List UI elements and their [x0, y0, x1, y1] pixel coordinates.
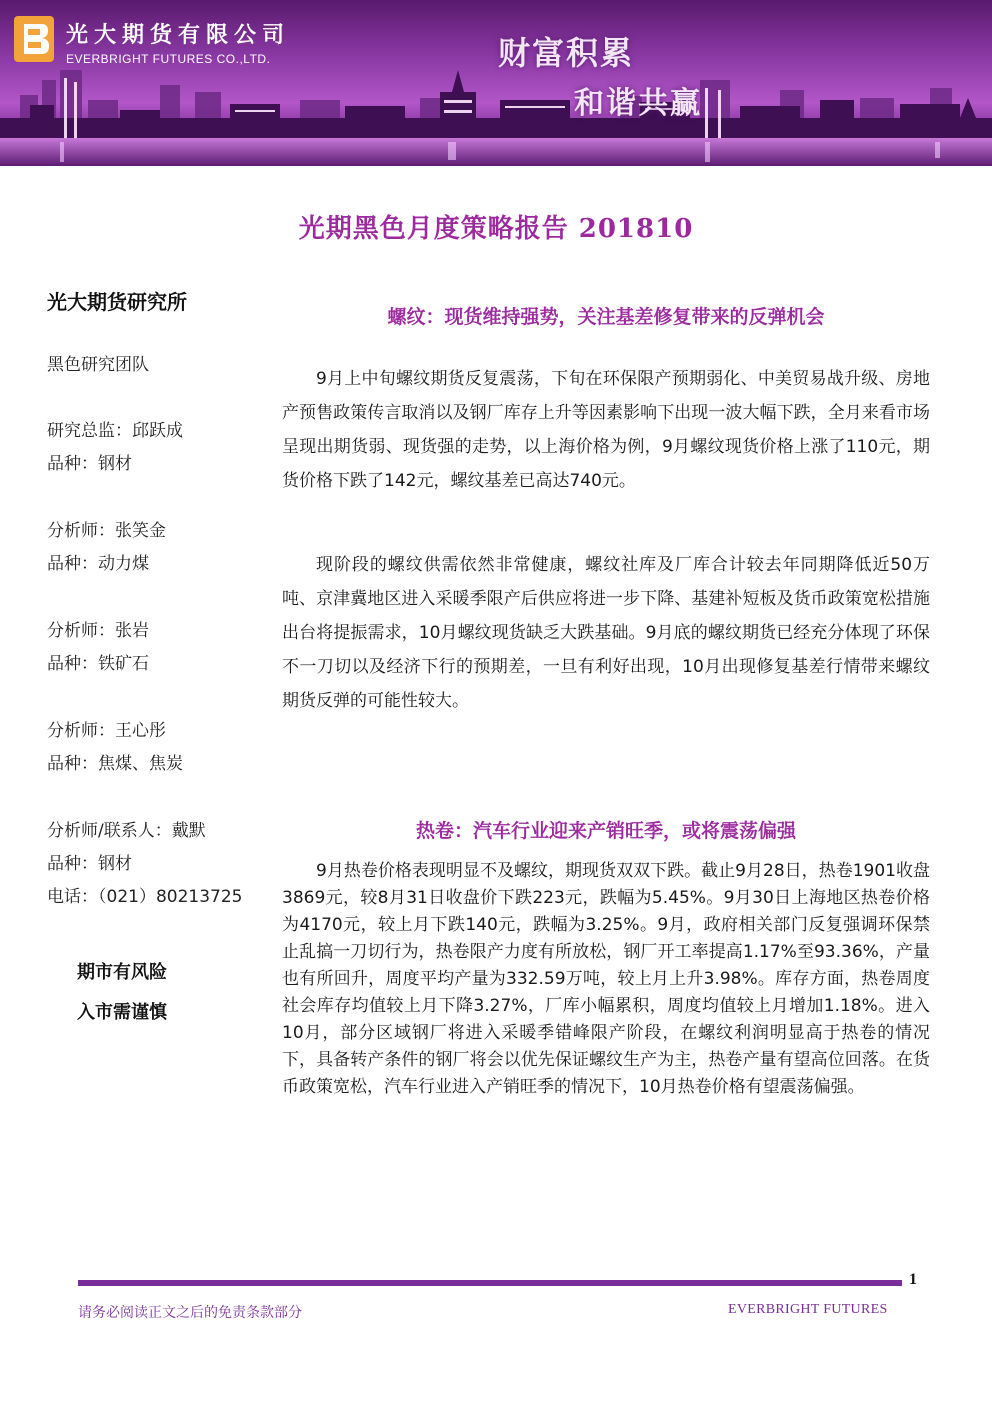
team-name: 黑色研究团队	[47, 355, 149, 375]
rebar-paragraph-2: 现阶段的螺纹供需依然非常健康，螺纹社库及厂库合计较去年同期降低近50万吨、京津冀地区进入采暖季限产后供应将进一步下降、基建补短板及货币政策宽松措施出台将提振需求，10月螺纹现货缺乏大跌基础。9月底的螺纹期货已经充分体现了环保不一刀切以及经济下行的预期差，一旦有利好出现，10月出现修复基差行情带来螺纹期货反弹的可能性较大。	[282, 555, 930, 711]
rebar-paragraph-1: 9月上中旬螺纹期货反复震荡，下旬在环保限产预期弱化、中美贸易战升级、房地产预售政策传言取消以及钢厂库存上升等因素影响下出现一波大幅下跌，全月来看市场呈现出期货弱、现货强的走势，以上海价格为例，9月螺纹现货价格上涨了110元，期货价格下跌了142元，螺纹基差已高达740元。	[282, 369, 930, 491]
section-heading-rebar: 螺纹：现货维持强势，关注基差修复带来的反弹机会	[387, 306, 825, 328]
footer-brand: EVERBRIGHT FUTURES	[728, 1302, 888, 1317]
director-line: 研究总监：邱跃成	[47, 421, 183, 441]
hrc-paragraph-1: 9月热卷价格表现明显不及螺纹，期现货双双下跌。截止9月28日，热卷1901收盘3869元，较8月31日收盘价下跌223元，跌幅为5.45%。9月30日上海地区热卷价格为4170元，较上月下跌140元，跌幅为3.25%。9月，政府相关部门反复强调环保禁止乱搞一刀切行为，热卷限产力度有所放松，钢厂开工率提高1.17%至93.36%，产量也有所回升，周度平均产量为332.59万吨，较上月上升3.98%。库存方面，热卷周度社会库存均值较上月下降3.27%，厂库小幅累积，周度均值较上月增加1.18%。进入10月，部分区域钢厂将进入采暖季错峰限产阶段，在螺纹利润明显高于热卷的情况下，具备转产条件的钢厂将会以优先保证螺纹生产为主，热卷产量有望高位回落。在货币政策宽松，汽车行业进入产销旺季的情况下，10月热卷价格有望震荡偏强。	[282, 861, 930, 1097]
section-heading-hrc: 热卷：汽车行业迎来产销旺季，或将震荡偏强	[415, 820, 796, 842]
analyst-3: 分析师：王心彤	[47, 721, 166, 741]
analyst-1-product: 品种：动力煤	[47, 554, 149, 574]
director-product: 品种：钢材	[47, 454, 132, 474]
analyst-2: 分析师：张岩	[47, 621, 149, 641]
report-title: 光期黑色月度策略报告 201810	[298, 214, 694, 244]
slogan-line-1: 财富积累	[498, 34, 635, 72]
institute-name: 光大期货研究所	[47, 290, 187, 314]
risk-warning-1: 期市有风险	[77, 962, 167, 982]
contact-line: 分析师/联系人：戴默	[47, 821, 206, 841]
analyst-3-product: 品种：焦煤、焦炭	[47, 754, 183, 774]
page-number: 1	[909, 1271, 917, 1288]
slogan-line-2: 和谐共赢	[574, 86, 702, 121]
analyst-2-product: 品种：铁矿石	[47, 654, 149, 674]
header-banner	[0, 0, 992, 166]
phone-line: 电话：（021）80213725	[47, 887, 243, 907]
contact-product: 品种：钢材	[47, 854, 132, 874]
footer-divider	[78, 1280, 902, 1286]
disclaimer-note: 请务必阅读正文之后的免责条款部分	[78, 1305, 302, 1321]
brand-name-en: EVERBRIGHT FUTURES CO.,LTD.	[66, 52, 271, 66]
everbright-logo-icon	[12, 14, 56, 64]
analyst-1: 分析师：张笑金	[47, 521, 166, 541]
brand-name-cn: 光大期货有限公司	[66, 23, 291, 48]
risk-warning-2: 入市需谨慎	[77, 1002, 167, 1022]
